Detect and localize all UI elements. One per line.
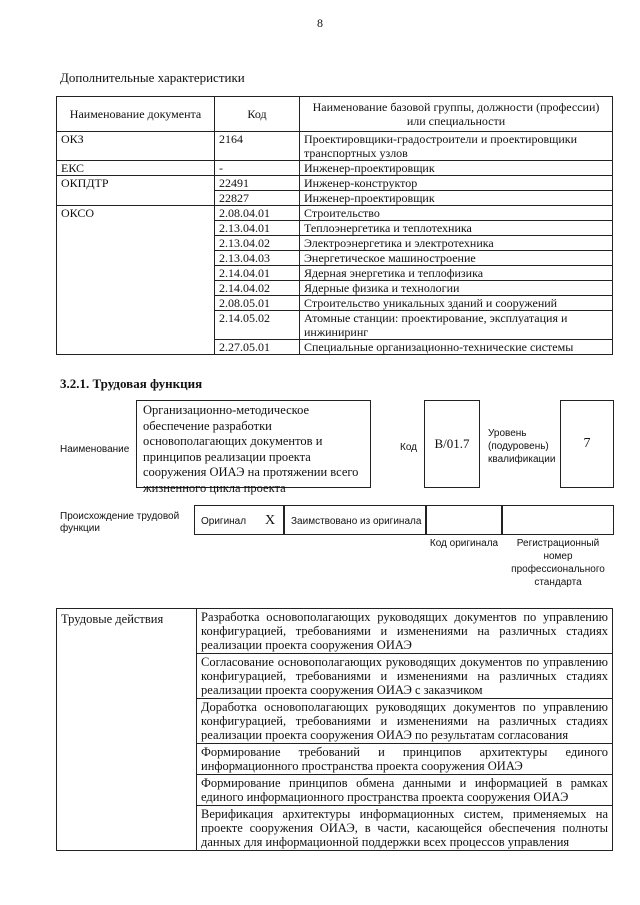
level-value: 7 (583, 436, 591, 451)
code-original-caption: Код оригинала (429, 538, 499, 549)
doc-cell (57, 340, 215, 355)
name-cell: Электроэнергетика и электротехника (300, 236, 613, 251)
table-row (57, 191, 613, 206)
header-name: Наименование базовой группы, должности (профессии) или специальности (300, 97, 613, 132)
name-cell: Строительство (300, 206, 613, 221)
doc-cell (57, 251, 215, 266)
code-label: Код (400, 442, 418, 453)
table-row (57, 236, 613, 251)
table-row (57, 161, 613, 176)
table-row (57, 206, 613, 221)
action-item: Верификация архитектуры информационных систем, применяемых на проекте сооружения ОИАЭ, в части, касающейся обеспечения полноты данных для информационной поддержки всех процессов управления (197, 806, 613, 851)
code-cell: 22827 (215, 191, 300, 206)
original-label: Оригинал (201, 516, 247, 527)
level-label: Уровень (подуровень) квалификации (488, 428, 556, 465)
code-cell: 2.27.05.01 (215, 340, 300, 355)
action-item: Формирование требований и принципов архитектуры единого информационного пространства проекта сооружения ОИАЭ (197, 744, 613, 775)
name-cell: Инженер-проектировщик (300, 161, 613, 176)
code-cell: 2164 (215, 132, 300, 161)
borrowed-box (284, 505, 426, 535)
function-name-text: Организационно-методическое обеспечение разработки основополагающих документов и принципов реализации проекта сооружения ОИАЭ на протяжении всего жизненного цикла проекта (143, 403, 359, 495)
doc-cell: ОКПДТР (57, 176, 215, 191)
action-item: Формирование принципов обмена данными и информацией в рамках единого информационного пространства проекта сооружения ОИАЭ (197, 775, 613, 806)
doc-cell (57, 221, 215, 236)
code-cell: 2.13.04.02 (215, 236, 300, 251)
table-header-row (57, 97, 613, 132)
table-row (57, 132, 613, 161)
doc-cell (57, 266, 215, 281)
name-cell: Теплоэнергетика и теплотехника (300, 221, 613, 236)
original-mark: X (265, 513, 276, 528)
doc-cell: ОКСО (57, 206, 215, 221)
table-row (57, 266, 613, 281)
code-cell: 2.13.04.03 (215, 251, 300, 266)
code-cell: 2.14.04.02 (215, 281, 300, 296)
reg-number-caption: Регистрационный номер профессионального стандарта (511, 538, 605, 588)
action-item: Согласование основополагающих руководящих документов по управлению конфигурацией, требованиями и изменениями на различных стадиях реализации проекта сооружения ОИАЭ с заказчиком (197, 654, 613, 699)
name-label: Наименование (60, 444, 130, 455)
table-row (57, 311, 613, 340)
table-row (57, 609, 613, 654)
table-row (57, 176, 613, 191)
doc-cell (57, 281, 215, 296)
table-row (57, 340, 613, 355)
actions-label: Трудовые действия (57, 609, 197, 851)
name-cell: Ядерные физика и технологии (300, 281, 613, 296)
name-cell: Инженер-конструктор (300, 176, 613, 191)
name-cell: Атомные станции: проектирование, эксплуатация и инжиниринг (300, 311, 613, 340)
code-original-box (426, 505, 502, 535)
reg-number-box (502, 505, 614, 535)
doc-cell (57, 236, 215, 251)
borrowed-label: Заимствовано из оригинала (291, 516, 422, 527)
code-cell: 2.13.04.01 (215, 221, 300, 236)
doc-cell (57, 311, 215, 340)
code-cell: 22491 (215, 176, 300, 191)
doc-cell (57, 191, 215, 206)
name-cell: Инженер-проектировщик (300, 191, 613, 206)
table-row (57, 221, 613, 236)
name-cell: Энергетическое машиностроение (300, 251, 613, 266)
name-cell: Проектировщики-градостроители и проектировщики транспортных узлов (300, 132, 613, 161)
code-value: B/01.7 (434, 436, 470, 451)
doc-cell: ОКЗ (57, 132, 215, 161)
action-item: Доработка основополагающих руководящих документов по управлению конфигурацией, требованиями и изменениями на различных стадиях реализации проекта сооружения ОИАЭ по результатам согласования (197, 699, 613, 744)
table-row (57, 281, 613, 296)
additional-characteristics-table (56, 96, 613, 355)
code-cell: 2.14.05.02 (215, 311, 300, 340)
additional-characteristics-title: Дополнительные характеристики (60, 70, 245, 85)
code-cell: 2.14.04.01 (215, 266, 300, 281)
page-number: 8 (317, 16, 323, 30)
name-cell: Специальные организационно-технические системы (300, 340, 613, 355)
table-row (57, 296, 613, 311)
code-value-box (424, 400, 480, 488)
action-item: Разработка основополагающих руководящих документов по управлению конфигурацией, требованиями и изменениями на различных стадиях реализации проекта сооружения ОИАЭ (197, 609, 613, 654)
doc-cell: ЕКС (57, 161, 215, 176)
table-row (57, 251, 613, 266)
header-document: Наименование документа (57, 97, 215, 132)
function-heading: 3.2.1. Трудовая функция (60, 376, 203, 391)
labor-actions-table (56, 608, 613, 851)
original-box (194, 505, 284, 535)
function-name-box (136, 400, 371, 495)
origin-label: Происхождение трудовой функции (60, 511, 180, 534)
level-value-box (560, 400, 614, 488)
name-cell: Строительство уникальных зданий и сооружений (300, 296, 613, 311)
code-cell: - (215, 161, 300, 176)
doc-cell (57, 296, 215, 311)
code-cell: 2.08.04.01 (215, 206, 300, 221)
name-cell: Ядерная энергетика и теплофизика (300, 266, 613, 281)
header-code: Код (215, 97, 300, 132)
code-cell: 2.08.05.01 (215, 296, 300, 311)
